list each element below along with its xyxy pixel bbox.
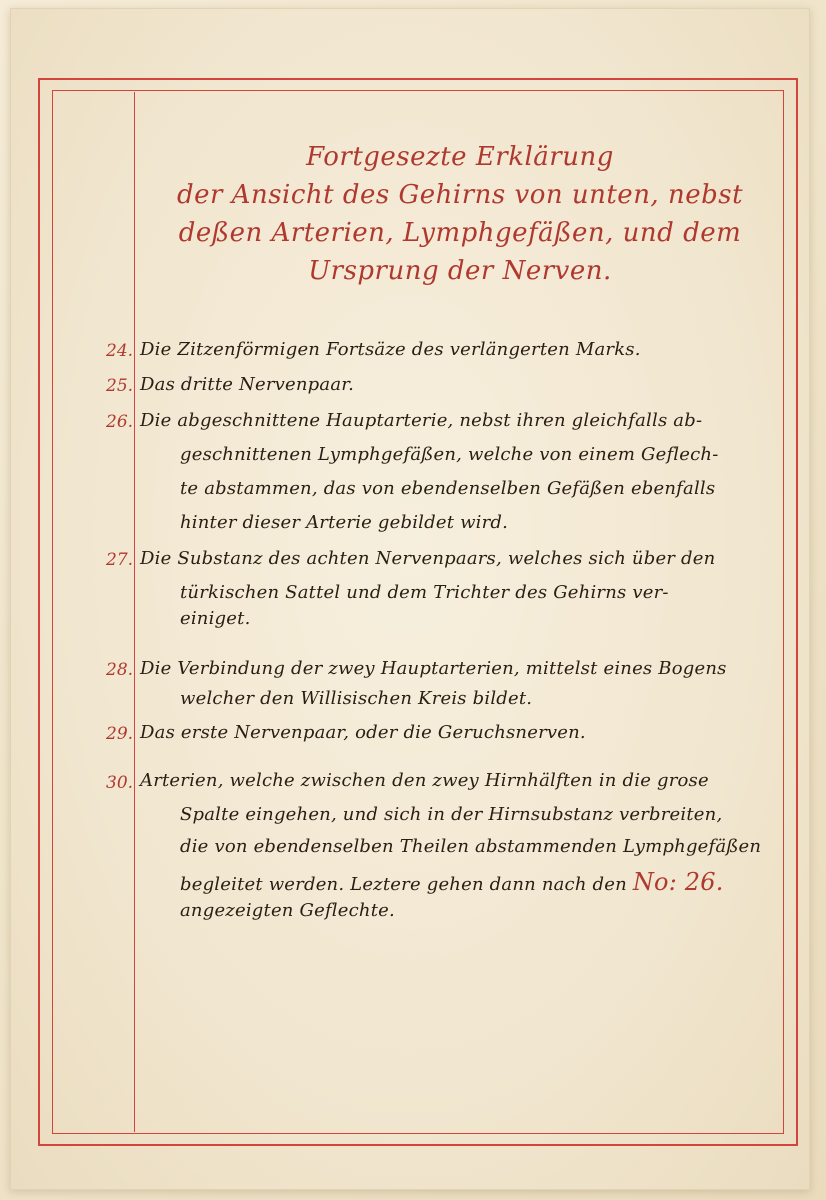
entry-25-line-1: Das dritte Nervenpaar.	[140, 374, 355, 395]
entry-number-25: 25.	[106, 376, 134, 396]
entry-number-26: 26.	[106, 412, 134, 432]
entry-28-line-1: Die Verbindung der zwey Hauptarterien, mittelst eines Bogens	[140, 658, 727, 679]
margin-red-line	[134, 92, 135, 1132]
entry-30-line-1: Arterien, welche zwischen den zwey Hirnhälften in die grose	[140, 770, 709, 791]
entry-27-line-2: türkischen Sattel und dem Trichter des Gehirns ver-	[180, 582, 669, 603]
entry-30-line-4	[180, 868, 724, 896]
entry-number-27: 27.	[106, 550, 134, 570]
entry-30-line-4-text: begleitet werden. Leztere gehen dann nach den	[180, 874, 627, 895]
entry-26-line-3: te abstammen, das von ebendenselben Gefäßen ebenfalls	[180, 478, 716, 499]
page-title	[150, 138, 770, 290]
entry-27-line-1: Die Substanz des achten Nervenpaars, welches sich über den	[140, 548, 716, 569]
entry-number-24: 24.	[106, 341, 134, 361]
entry-30-line-5: angezeigten Geflechte.	[180, 900, 395, 921]
title-line-1: Fortgesezte Erklärung	[306, 142, 614, 172]
entry-26-line-2: geschnittenen Lymphgefäßen, welche von einem Geflech-	[180, 444, 719, 465]
title-line-4: Ursprung der Nerven.	[308, 256, 612, 286]
entry-26-line-4: hinter dieser Arterie gebildet wird.	[180, 512, 509, 533]
entry-24-line-1: Die Zitzenförmigen Fortsäze des verlängerten Marks.	[140, 339, 641, 360]
manuscript-page	[10, 8, 810, 1190]
entry-30-line-3: die von ebendenselben Theilen abstammenden Lymphgefäßen	[180, 836, 762, 857]
entry-26-line-1: Die abgeschnittene Hauptarterie, nebst ihren gleichfalls ab-	[140, 410, 703, 431]
title-line-2: der Ansicht des Gehirns von unten, nebst	[176, 180, 744, 210]
reference-number-26: No: 26.	[632, 868, 724, 896]
entry-number-29: 29.	[106, 724, 134, 744]
entry-number-28: 28.	[106, 660, 134, 680]
entry-29-line-1: Das erste Nervenpaar, oder die Geruchsnerven.	[140, 722, 586, 743]
entry-28-line-2: welcher den Willisischen Kreis bildet.	[180, 688, 533, 709]
entry-30-line-2: Spalte eingehen, und sich in der Hirnsubstanz verbreiten,	[180, 804, 723, 825]
title-line-3: deßen Arterien, Lymphgefäßen, und dem	[178, 218, 742, 248]
entry-27-line-3: einiget.	[180, 608, 251, 629]
entry-number-30: 30.	[106, 773, 134, 793]
